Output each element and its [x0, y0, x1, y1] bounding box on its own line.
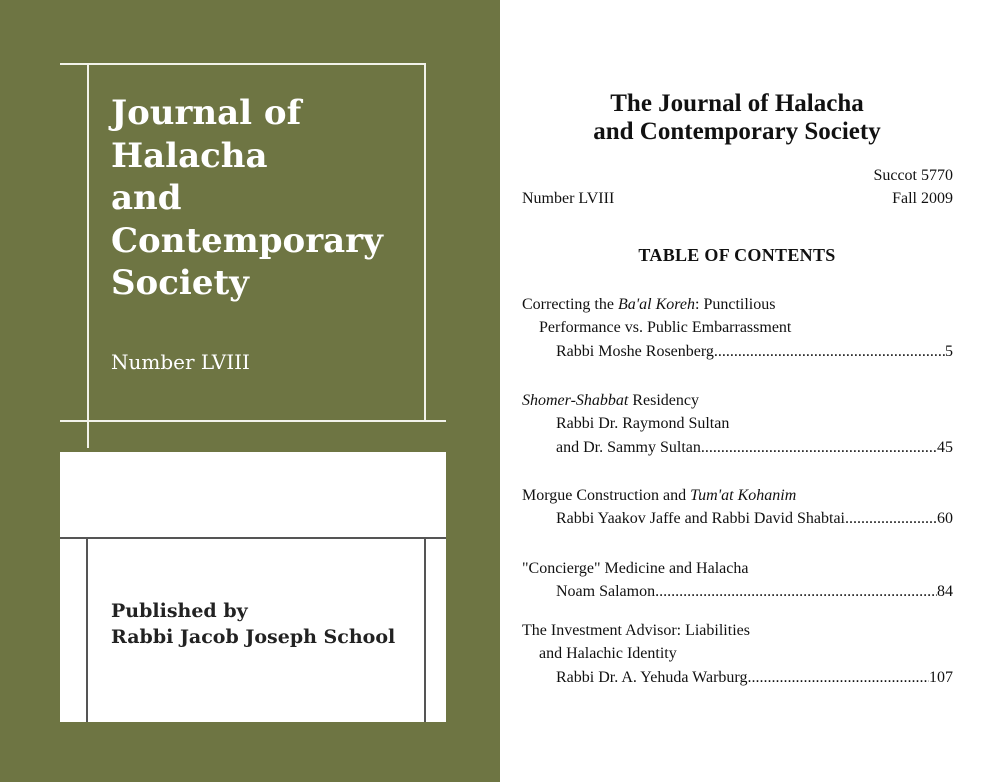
toc-entry-page-number: 5	[945, 342, 953, 360]
panel-left-rule	[86, 537, 88, 722]
table-of-contents-page	[500, 0, 1004, 782]
toc-entry-title-part: Correcting the	[522, 296, 618, 313]
cover-title-line: Journal of	[111, 93, 302, 133]
dot-leader	[655, 583, 937, 601]
cover-issue-number: Number LVIII	[111, 350, 250, 374]
toc-entry-title-part: Tum'at Kohanim	[690, 487, 797, 504]
toc-entry-title	[522, 487, 796, 505]
toc-entry-page-number: 45	[937, 438, 953, 456]
panel-top-rule	[60, 537, 446, 539]
cover-middle-rule	[60, 420, 446, 422]
cover-publisher	[111, 598, 395, 650]
toc-entry-author-page-row	[556, 439, 953, 457]
toc-entry-author-page-row	[556, 669, 953, 687]
journal-title-line: The Journal of Halacha	[610, 90, 864, 117]
toc-entry-author-page-row	[556, 343, 953, 361]
toc-entry-author: Rabbi Moshe Rosenberg	[556, 342, 714, 360]
dot-leader	[845, 510, 937, 528]
cover-title-line: and	[111, 178, 182, 218]
issue-number: Number LVIII	[522, 190, 615, 207]
toc-entry-title-part: : Punctilious	[695, 296, 776, 313]
toc-entry-page-number: 60	[937, 510, 953, 528]
toc-heading: TABLE OF CONTENTS	[638, 245, 836, 265]
toc-entry-title-continued: Performance vs. Public Embarrassment	[539, 319, 792, 337]
toc-entry-title-part: The Investment Advisor: Liabilities	[522, 622, 750, 639]
toc-entry-title-part: Morgue Construction and	[522, 487, 691, 504]
journal-cover	[0, 0, 500, 782]
toc-entry-title	[522, 392, 699, 410]
cover-publisher-panel	[60, 452, 446, 722]
toc-entry-title	[522, 560, 748, 578]
cover-left-rule	[87, 63, 89, 448]
issue-season: Fall 2009	[892, 190, 953, 207]
toc-entry-author: Rabbi Dr. A. Yehuda Warburg	[556, 668, 748, 686]
toc-entry-title-part: Shomer-Shabbat	[522, 392, 629, 409]
toc-entry-title	[522, 622, 750, 640]
toc-entry-page-number: 107	[929, 668, 953, 686]
toc-entry-page-number: 84	[937, 583, 953, 601]
toc-entry-author: Rabbi Yaakov Jaffe and Rabbi David Shabtai	[556, 510, 845, 528]
cover-title-line: Contemporary	[111, 220, 383, 261]
dot-leader	[714, 343, 945, 361]
toc-entry-title	[522, 296, 775, 314]
dot-leader	[701, 439, 937, 457]
toc-entry-author-page-row	[556, 510, 953, 528]
toc-entry-author: and Dr. Sammy Sultan	[556, 438, 701, 456]
issue-season-hebrew: Succot 5770	[873, 167, 953, 184]
toc-entry-author-page-row	[556, 583, 953, 601]
panel-right-rule	[424, 537, 426, 722]
toc-entry-title-part: "Concierge" Medicine and Halacha	[522, 560, 749, 577]
toc-entry-author: Rabbi Dr. Raymond Sultan	[556, 415, 730, 433]
publisher-line: Published by	[111, 600, 248, 622]
cover-title-line: Halacha	[111, 135, 268, 176]
journal-title	[500, 90, 974, 146]
toc-entry-author: Noam Salamon	[556, 583, 656, 601]
toc-entry-title-part: Ba'al Koreh	[617, 296, 696, 313]
cover-right-rule	[424, 63, 426, 421]
cover-top-rule	[60, 63, 426, 65]
dot-leader	[747, 669, 929, 687]
journal-title-line: and Contemporary Society	[593, 118, 881, 145]
toc-entry-title-continued: and Halachic Identity	[539, 645, 677, 663]
cover-title-line: Society	[111, 263, 249, 303]
publisher-line: Rabbi Jacob Joseph School	[111, 626, 396, 648]
toc-entry-title-part: Residency	[628, 392, 699, 409]
cover-title	[111, 92, 383, 305]
